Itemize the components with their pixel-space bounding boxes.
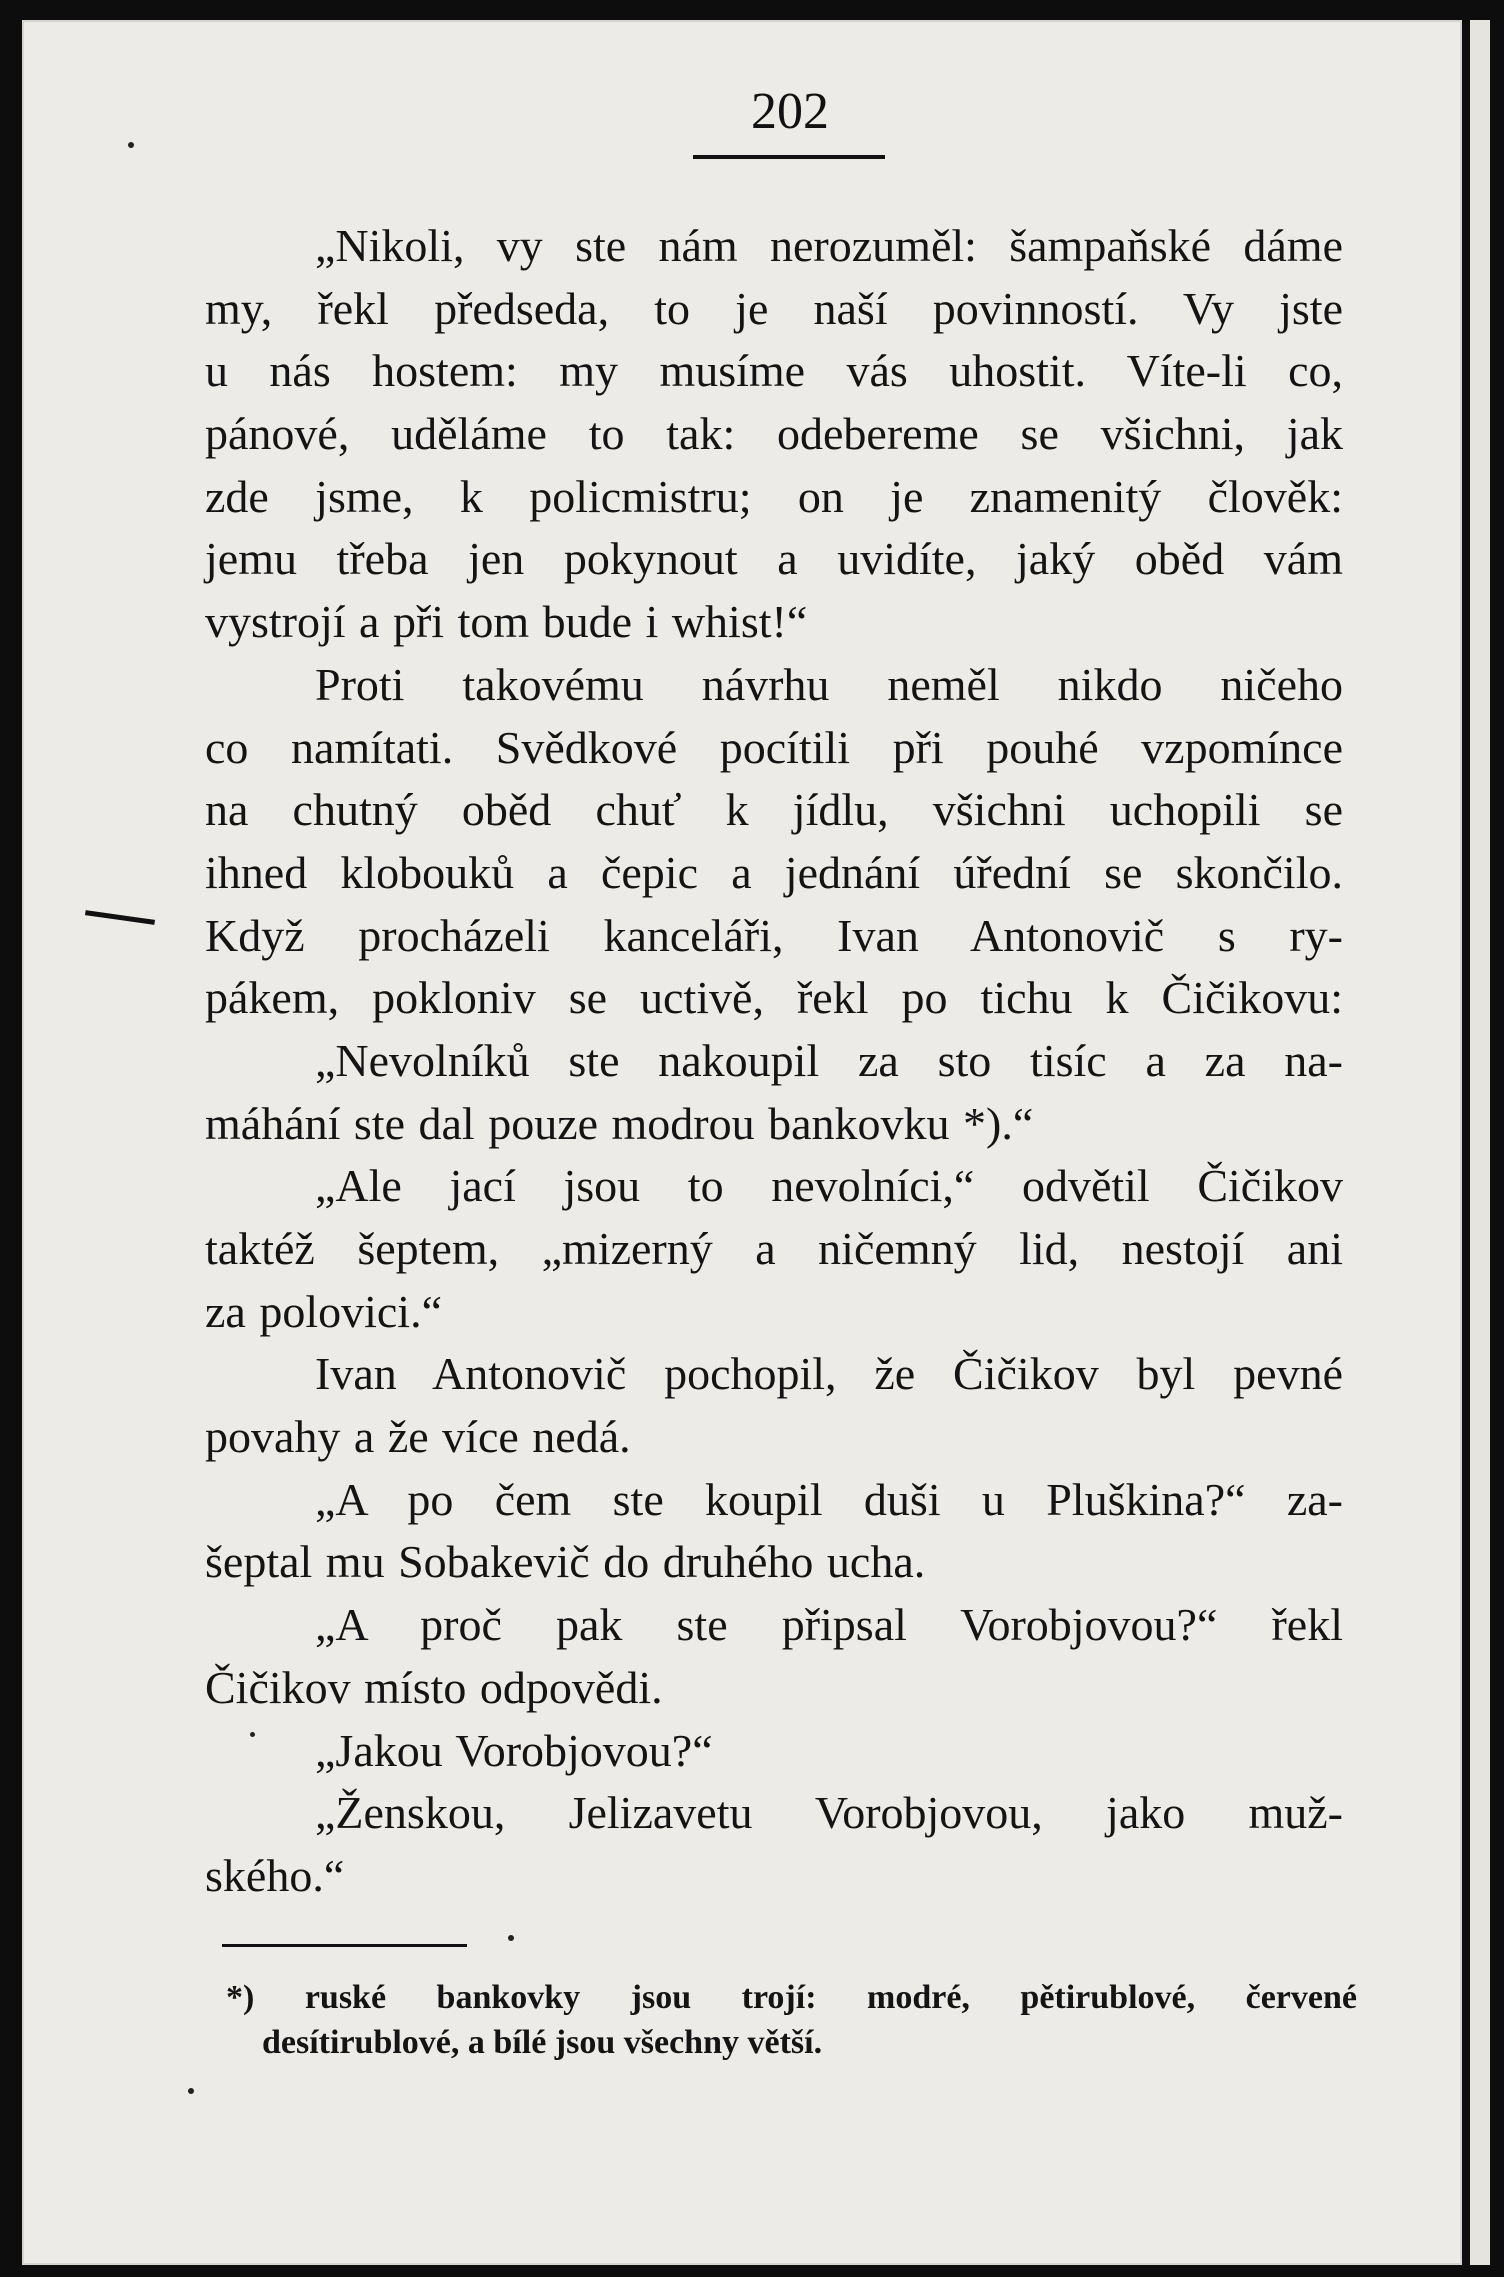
text-line: „Ženskou, Jelizavetu Vorobjovou, jako muž- bbox=[315, 1787, 1343, 1839]
text-line: pákem, pokloniv se uctivě, řekl po tichu k Čičikovu: bbox=[205, 972, 1343, 1024]
page-speck bbox=[250, 1732, 255, 1737]
text-line: za polovici.“ bbox=[205, 1285, 443, 1337]
text-line: my, řekl předseda, to je naší povinností. Vy jste bbox=[205, 282, 1343, 334]
text-line: Čičikov místo odpovědi. bbox=[205, 1661, 663, 1713]
text-line: zde jsme, k policmistru; on je znamenitý člověk: bbox=[205, 470, 1343, 522]
text-line: Když procházeli kanceláři, Ivan Antonovič s ry- bbox=[205, 909, 1343, 961]
page-number-rule bbox=[693, 155, 885, 159]
text-line: ihned klobouků a čepic a jednání úřední se skončilo. bbox=[205, 846, 1343, 898]
text-line: na chutný oběd chuť k jídlu, všichni uchopili se bbox=[205, 784, 1343, 836]
text-line: Ivan Antonovič pochopil, že Čičikov byl pevné bbox=[315, 1348, 1343, 1400]
page-number: 202 bbox=[751, 83, 829, 140]
text-line: „A proč pak ste připsal Vorobjovou?“ řekl bbox=[315, 1599, 1343, 1651]
text-line: Proti takovému návrhu neměl nikdo ničeho bbox=[315, 658, 1343, 710]
text-line: jemu třeba jen pokynout a uvidíte, jaký oběd vám bbox=[205, 533, 1343, 585]
text-line: povahy a že více nedá. bbox=[205, 1411, 631, 1463]
text-line: pánové, uděláme to tak: odebereme se všichni, jak bbox=[205, 408, 1343, 460]
page-speck bbox=[128, 142, 134, 148]
text-line: co namítati. Svědkové pocítili při pouhé vzpomínce bbox=[205, 721, 1343, 773]
text-line: „A po čem ste koupil duši u Pluškina?“ za- bbox=[315, 1473, 1343, 1525]
footnote bbox=[226, 1975, 1357, 2065]
text-line: ského.“ bbox=[205, 1849, 345, 1901]
body-text bbox=[205, 215, 1343, 1908]
text-line: u nás hostem: my musíme vás uhostit. Víte-li co, bbox=[205, 345, 1343, 397]
text-line: „Nikoli, vy ste nám nerozuměl: šampaňské dáme bbox=[315, 220, 1343, 271]
text-line: „Jakou Vorobjovou?“ bbox=[315, 1724, 713, 1776]
page-speck bbox=[188, 2088, 194, 2094]
page-speck bbox=[508, 1935, 514, 1941]
next-page-edge bbox=[1470, 20, 1490, 2265]
text-line: taktéž šeptem, „mizerný a ničemný lid, nestojí ani bbox=[205, 1223, 1343, 1274]
text-line: „Ale jací jsou to nevolníci,“ odvětil Čičikov bbox=[315, 1160, 1343, 1212]
text-line: vystrojí a při tom bude i whist!“ bbox=[205, 596, 808, 648]
text-line: šeptal mu Sobakevič do druhého ucha. bbox=[205, 1536, 926, 1588]
text-line: máhání ste dal pouze modrou bankovku *).“ bbox=[205, 1097, 1034, 1149]
text-line: „Nevolníků ste nakoupil za sto tisíc a za na- bbox=[315, 1034, 1343, 1086]
footnote-line: desítirublové, a bílé jsou všechny větší. bbox=[262, 2024, 823, 2061]
footnote-rule bbox=[222, 1944, 467, 1947]
footnote-line: *) ruské bankovky jsou trojí: modré, pětirublové, červené bbox=[226, 1979, 1357, 2016]
